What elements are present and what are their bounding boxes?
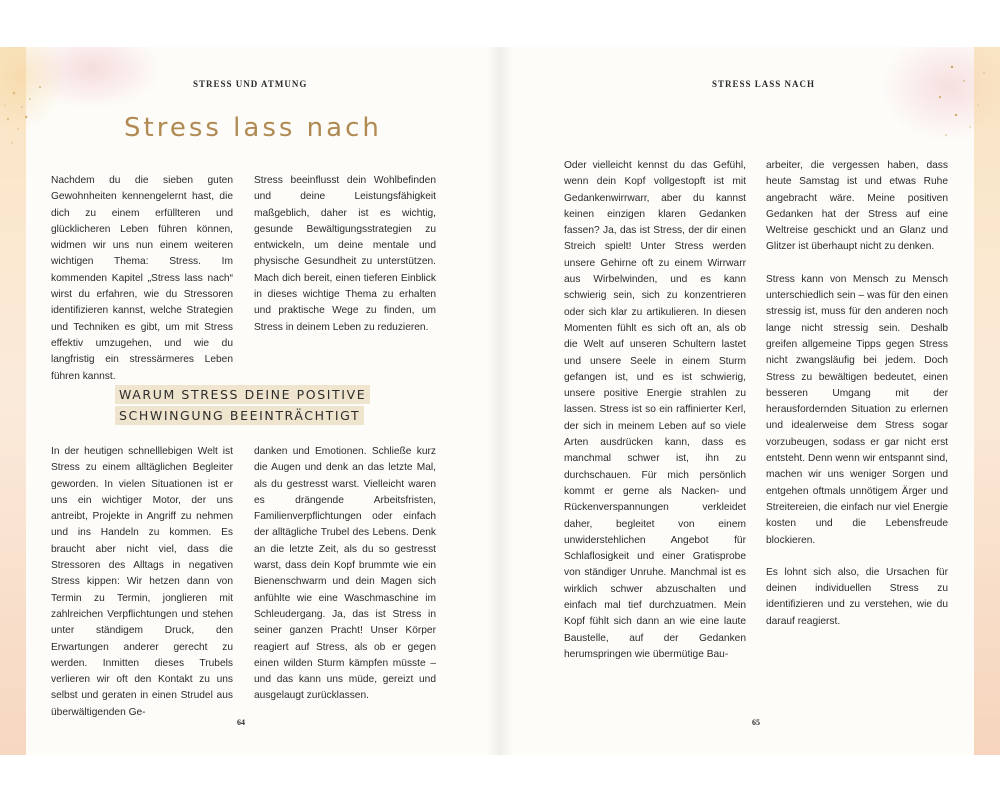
watercolor-edge-left	[0, 47, 26, 755]
body-paragraph-2: danken und Emotionen. Schließe kurz die Augen und denk an das letzte Mal, als du gestresst warst. Vielleicht waren es drängende Arbeitsfristen, Familienverpflichtungen oder einfach der alltägliche Trubel des Lebens. Denk an die letzte Zeit, als du so gestresst warst, dass dein Kopf brummte wie ein Bienenschwarm und dein Magen sich anfühlte wie eine Waschmaschine im Schleudergang. Ja, das ist Stress in seiner ganzen Pracht! Unser Körper reagiert auf Stress, als ob er gegen einen wilden Sturm kämpfen müsste – und das kann uns müde, gereizt und ausgelaugt zurücklassen.	[254, 446, 436, 702]
subheading-line-2: SCHWINGUNG BEEINTRÄCHTIGT	[115, 406, 364, 425]
book-gutter	[488, 47, 512, 755]
subheading-line-1: WARUM STRESS DEINE POSITIVE	[115, 385, 370, 404]
body-column-2	[254, 444, 436, 705]
running-head: STRESS LASS NACH	[712, 79, 816, 89]
page-number: 65	[752, 718, 760, 727]
intro-column-2	[254, 173, 436, 336]
section-subheading	[115, 385, 375, 427]
right-column-1	[564, 158, 746, 663]
left-page	[0, 47, 500, 755]
book-spread	[0, 47, 1000, 755]
intro-paragraph-1: Nachdem du die sieben guten Gewohnheiten kennengelernt hast, die dich zu einem erfüllteren und glücklicheren Leben führen können, widmen wir uns nun einem weiteren wichtigen Thema: Stress. Im kommenden Kapitel „Stress lass nach“ wirst du erfahren, wie du Stressoren identifizieren kannst, welche Strategien und Techniken es gibt, um mit Stress effektiv umzugehen, und wie du langfristig ein stressärmeres Leben führen kannst.	[51, 175, 233, 382]
body-column-1	[51, 444, 233, 721]
right-paragraph-3: Stress kann von Mensch zu Mensch unterschiedlich sein – was für den einen stressig ist, muss für den anderen noch lange nicht stressig sein. Deshalb greifen allgemeine Tipps gegen Stress nicht zwangsläufig bei jedem. Doch Stress zu bewältigen bedeutet, einen besseren Umgang mit der herausfordernden Situation zu erlernen und idealerweise dem Stress sogar vorzubeugen, sodass er gar nicht erst entsteht. Denn wenn wir entspannt sind, machen wir uns weniger Sorgen und entgehen oftmals unnötigem Ärger und Streitereien, die einfach nur viel Energie kosten und die Lebensfreude blockieren.	[766, 273, 948, 546]
page-number: 64	[237, 718, 245, 727]
intro-paragraph-2: Stress beeinflusst dein Wohlbefinden und deine Leistungsfähigkeit maßgeblich, daher ist es wichtig, gesunde Bewältigungsstrategien zu entwickeln, um deine mentale und physische Gesundheit zu unterstützen. Mach dich bereit, einen tieferen Einblick in dieses wichtige Thema zu erhalten und praktische Wege zu finden, um Stress in deinem Leben zu reduzieren.	[254, 175, 436, 333]
right-column-2	[766, 158, 948, 630]
watercolor-edge-right	[974, 47, 1000, 755]
right-page	[500, 47, 1000, 755]
body-paragraph-1: In der heutigen schnelllebigen Welt ist Stress zu einem alltäglichen Begleiter geworden. In vielen Situationen ist er uns ein wichtiger Motor, der uns antreibt, Projekte in Angriff zu nehmen und ins Handeln zu kommen. Es braucht aber nicht viel, dass die Stressoren des Alltags in negativen Stress kippen: Wir hetzen dann von Termin zu Termin, jonglieren mit zahlreichen Verpflichtungen und stehen unter ständigem Druck, den Erwartungen anderer gerecht zu werden. Inmitten dieses Trubels verlieren wir oft den Kontakt zu uns selbst und geraten in einen Strudel aus überwältigenden Ge-	[51, 446, 233, 718]
intro-column-1	[51, 173, 233, 385]
right-paragraph-1: Oder vielleicht kennst du das Gefühl, wenn dein Kopf vollgestopft ist mit Gedankenwirrwarr, aber du kannst keinen einzigen klaren Gedanken fassen? Ja, das ist Stress, der dir einen Streich spielt! Unter Stress werden unsere Gehirne oft zu einem Wirrwarr aus Wirbelwinden, und es kann schwierig sein, sich zu konzentrieren oder sich klar zu artikulieren. In diesen Momenten fühlt es sich oft an, als ob die Welt auf unseren Schultern lastet und unsere Seele in einem Sturm gefangen ist, und es ist schwierig, unsere positive Energie strahlen zu lassen. Stress ist so ein raffinierter Kerl, der sich in meinem Leben auf so viele Arten ausdrücken kann, dass es manchmal schwer ist, ihn zu durchschauen. Für mich persönlich kommt er gerne als Nacken- und Rückenverspannungen verkleidet daher, begleitet von einem unwiderstehlichen Angebot für Schlaflosigkeit und einer Gratisprobe von ständiger Unruhe. Manchmal ist es wirklich schwer abzuschalten und einfach mal tief durchzuatmen. Mein Kopf fühlt sich dann an wie eine laute Baustelle, auf der Gedanken herumspringen wie übermütige Bau-	[564, 160, 746, 660]
running-head: STRESS UND ATMUNG	[193, 79, 308, 89]
right-paragraph-2: arbeiter, die vergessen haben, dass heute Samstag ist und etwas Ruhe angebracht wäre. Meine positiven Gedanken hat der Stress auf eine Weltreise geschickt und an Glanz und Glitzer ist überhaupt nicht zu denken.	[766, 160, 948, 253]
right-paragraph-4: Es lohnt sich also, die Ursachen für deinen individuellen Stress zu identifizieren und zu verstehen, wie du darauf reagierst.	[766, 566, 948, 627]
chapter-title: Stress lass nach	[124, 113, 382, 143]
